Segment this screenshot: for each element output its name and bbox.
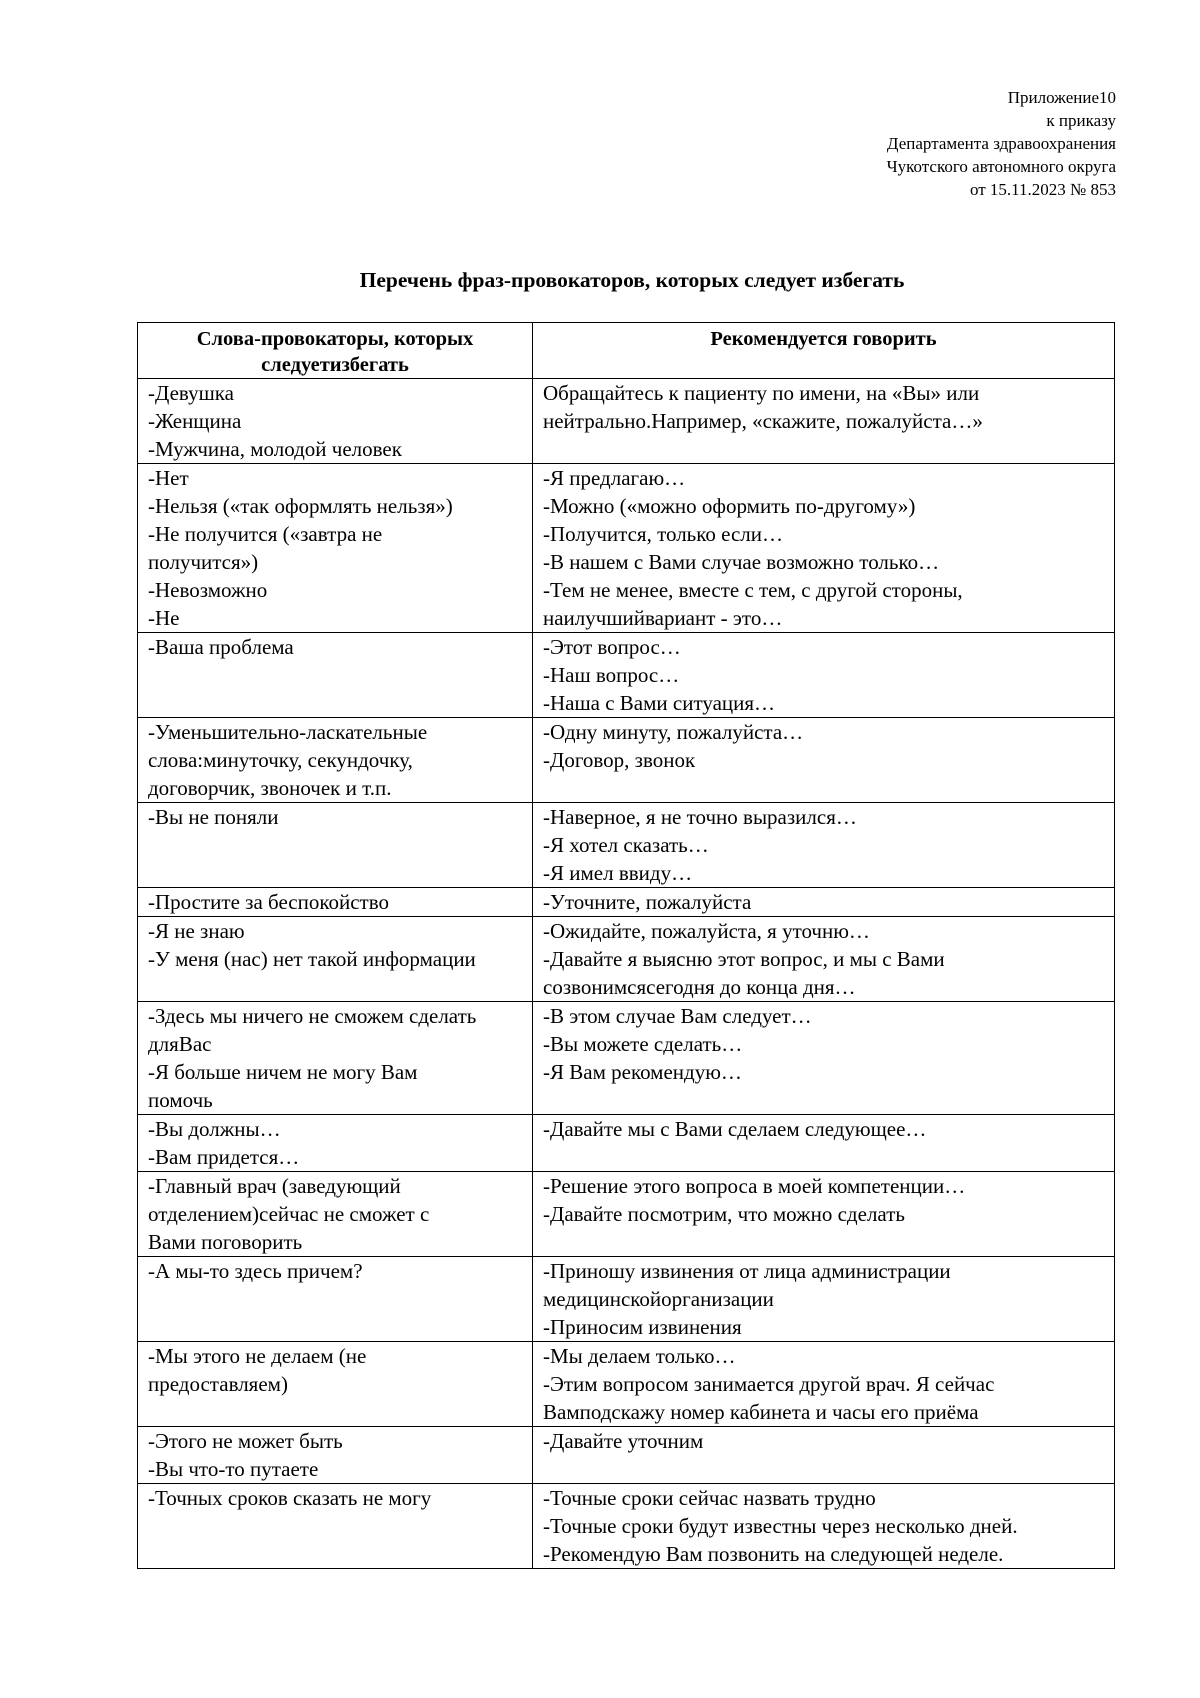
avoid-phrases-cell bbox=[138, 633, 533, 718]
recommended-phrase-line: -Договор, звонок bbox=[543, 748, 696, 772]
recommended-phrase-line: -Давайте посмотрим, что можно сделать bbox=[543, 1202, 905, 1226]
recommended-phrases-cell bbox=[533, 1257, 1115, 1342]
table-header-row bbox=[138, 323, 1115, 379]
table-row bbox=[138, 888, 1115, 917]
avoid-phrase-line: -Не получится («завтра не bbox=[148, 522, 383, 546]
recommended-phrase-line: -Этим вопросом занимается другой врач. Я сейчас bbox=[543, 1372, 995, 1396]
avoid-phrase-line: -Этого не может быть bbox=[148, 1429, 343, 1453]
recommended-phrase-line: -Ожидайте, пожалуйста, я уточню… bbox=[543, 919, 870, 943]
avoid-phrases-cell bbox=[138, 803, 533, 888]
recommended-phrases-cell bbox=[533, 888, 1115, 917]
recommended-phrase-line: нейтрально.Например, «скажите, пожалуйста…» bbox=[543, 409, 983, 433]
avoid-phrase-line: -Девушка bbox=[148, 381, 234, 405]
avoid-phrase-line: -Вы должны… bbox=[148, 1117, 281, 1141]
recommended-phrases-cell bbox=[533, 1172, 1115, 1257]
table-row bbox=[138, 633, 1115, 718]
avoid-phrase-line: -Я не знаю bbox=[148, 919, 245, 943]
table-row bbox=[138, 1484, 1115, 1569]
avoid-phrase-line: -Здесь мы ничего не сможем сделать bbox=[148, 1004, 477, 1028]
recommended-phrase-line: -В этом случае Вам следует… bbox=[543, 1004, 812, 1028]
recommended-phrase-line: -Я имел ввиду… bbox=[543, 861, 693, 885]
avoid-phrases-cell bbox=[138, 1115, 533, 1172]
avoid-phrase-line: -Простите за беспокойство bbox=[148, 890, 389, 914]
avoid-phrases-cell bbox=[138, 718, 533, 803]
recommended-phrase-line: -В нашем с Вами случае возможно только… bbox=[543, 550, 940, 574]
recommended-phrase-line: -Получится, только если… bbox=[543, 522, 784, 546]
table-body bbox=[138, 379, 1115, 1569]
recommended-phrases-cell bbox=[533, 1427, 1115, 1484]
recommended-phrase-line: -Наша с Вами ситуация… bbox=[543, 691, 776, 715]
avoid-phrases-cell bbox=[138, 1484, 533, 1569]
recommended-phrases-cell bbox=[533, 1342, 1115, 1427]
avoid-phrase-line: -Ваша проблема bbox=[148, 635, 294, 659]
recommended-phrase-line: Вамподскажу номер кабинета и часы его приёма bbox=[543, 1400, 979, 1424]
recommended-phrase-line: -Одну минуту, пожалуйста… bbox=[543, 720, 804, 744]
recommended-phrases-cell bbox=[533, 917, 1115, 1002]
avoid-phrase-line: -Мы этого не делаем (не bbox=[148, 1344, 367, 1368]
avoid-phrase-line: -А мы-то здесь причем? bbox=[148, 1259, 363, 1283]
appendix-line: Приложение10 bbox=[1007, 88, 1116, 107]
recommended-phrase-line: -Я Вам рекомендую… bbox=[543, 1060, 742, 1084]
recommended-phrase-line: -Давайте уточним bbox=[543, 1429, 704, 1453]
table-row bbox=[138, 718, 1115, 803]
recommended-phrases-cell bbox=[533, 379, 1115, 464]
avoid-phrase-line: отделением)сейчас не сможет с bbox=[148, 1202, 430, 1226]
table-row bbox=[138, 379, 1115, 464]
recommended-phrase-line: -Давайте я выясню этот вопрос, и мы с Вами bbox=[543, 947, 945, 971]
appendix-line: Чукотского автономного округа bbox=[886, 157, 1116, 176]
avoid-phrase-line: -Нет bbox=[148, 466, 189, 490]
avoid-phrase-line: -Вам придется… bbox=[148, 1145, 300, 1169]
document-title: Перечень фраз-провокаторов, которых следует избегать bbox=[359, 268, 905, 292]
table-row bbox=[138, 917, 1115, 1002]
avoid-phrases-cell bbox=[138, 464, 533, 633]
recommended-phrases-cell bbox=[533, 633, 1115, 718]
table-row bbox=[138, 1257, 1115, 1342]
table-row bbox=[138, 1115, 1115, 1172]
recommended-phrase-line: -Решение этого вопроса в моей компетенции… bbox=[543, 1174, 966, 1198]
table-row bbox=[138, 1342, 1115, 1427]
recommended-phrase-line: -Этот вопрос… bbox=[543, 635, 681, 659]
appendix-line: к приказу bbox=[1046, 111, 1116, 130]
avoid-phrase-line: помочь bbox=[148, 1088, 213, 1112]
recommended-phrases-cell bbox=[533, 718, 1115, 803]
table-row bbox=[138, 1002, 1115, 1115]
avoid-phrase-line: дляВас bbox=[148, 1032, 212, 1056]
recommended-phrases-cell bbox=[533, 803, 1115, 888]
avoid-phrase-line: -Точных сроков сказать не могу bbox=[148, 1486, 432, 1510]
appendix-line: Департамента здравоохранения bbox=[886, 134, 1116, 153]
recommended-phrase-line: -Тем не менее, вместе с тем, с другой стороны, bbox=[543, 578, 963, 602]
avoid-phrase-line: -Мужчина, молодой человек bbox=[148, 437, 402, 461]
appendix-line: от 15.11.2023 № 853 bbox=[969, 180, 1116, 199]
avoid-phrase-line: -У меня (нас) нет такой информации bbox=[148, 947, 476, 971]
avoid-phrase-line: -Нельзя («так оформлять нельзя») bbox=[148, 494, 453, 518]
recommended-phrase-line: -Можно («можно оформить по-другому») bbox=[543, 494, 916, 518]
avoid-phrases-cell bbox=[138, 1002, 533, 1115]
avoid-phrase-line: -Я больше ничем не могу Вам bbox=[148, 1060, 418, 1084]
recommended-phrase-line: -Точные сроки сейчас назвать трудно bbox=[543, 1486, 876, 1510]
avoid-phrase-line: -Вы не поняли bbox=[148, 805, 279, 829]
table-row bbox=[138, 803, 1115, 888]
recommended-phrase-line: -Я предлагаю… bbox=[543, 466, 686, 490]
recommended-phrases-cell bbox=[533, 1484, 1115, 1569]
table-row bbox=[138, 1172, 1115, 1257]
avoid-phrase-line: -Вы что-то путаете bbox=[148, 1457, 319, 1481]
avoid-phrases-cell bbox=[138, 1342, 533, 1427]
table-row bbox=[138, 1427, 1115, 1484]
recommended-phrases-cell bbox=[533, 464, 1115, 633]
avoid-phrases-cell bbox=[138, 379, 533, 464]
recommended-phrase-line: -Я хотел сказать… bbox=[543, 833, 709, 857]
avoid-phrase-line: -Невозможно bbox=[148, 578, 268, 602]
recommended-phrase-line: -Давайте мы с Вами сделаем следующее… bbox=[543, 1117, 927, 1141]
avoid-phrase-line: -Главный врач (заведующий bbox=[148, 1174, 401, 1198]
column-header-avoid: Слова-провокаторы, которых следуетизбегать bbox=[138, 323, 533, 379]
recommended-phrase-line: -Точные сроки будут известны через несколько дней. bbox=[543, 1514, 1018, 1538]
avoid-phrase-line: Вами поговорить bbox=[148, 1230, 303, 1254]
recommended-phrase-line: -Приносим извинения bbox=[543, 1315, 742, 1339]
recommended-phrase-line: -Мы делаем только… bbox=[543, 1344, 736, 1368]
phrases-table bbox=[137, 322, 1115, 1569]
recommended-phrase-line: -Наш вопрос… bbox=[543, 663, 680, 687]
recommended-phrase-line: -Вы можете сделать… bbox=[543, 1032, 743, 1056]
recommended-phrase-line: созвонимсясегодня до конца дня… bbox=[543, 975, 856, 999]
recommended-phrase-line: -Уточните, пожалуйста bbox=[543, 890, 752, 914]
avoid-phrase-line: слова:минуточку, секундочку, bbox=[148, 748, 413, 772]
table-row bbox=[138, 464, 1115, 633]
appendix-header bbox=[887, 86, 1116, 201]
column-header-recommended: Рекомендуется говорить bbox=[533, 323, 1115, 379]
avoid-phrases-cell bbox=[138, 1427, 533, 1484]
recommended-phrase-line: наилучшийвариант - это… bbox=[543, 606, 783, 630]
recommended-phrase-line: Обращайтесь к пациенту по имени, на «Вы» или bbox=[543, 381, 980, 405]
avoid-phrase-line: -Не bbox=[148, 606, 180, 630]
avoid-phrase-line: -Уменьшительно-ласкательные bbox=[148, 720, 428, 744]
avoid-phrases-cell bbox=[138, 888, 533, 917]
avoid-phrase-line: договорчик, звоночек и т.п. bbox=[148, 776, 392, 800]
avoid-phrases-cell bbox=[138, 1172, 533, 1257]
recommended-phrases-cell bbox=[533, 1115, 1115, 1172]
recommended-phrase-line: -Приношу извинения от лица администрации bbox=[543, 1259, 951, 1283]
recommended-phrase-line: -Рекомендую Вам позвонить на следующей неделе. bbox=[543, 1542, 1004, 1566]
avoid-phrases-cell bbox=[138, 1257, 533, 1342]
avoid-phrases-cell bbox=[138, 917, 533, 1002]
avoid-phrase-line: получится») bbox=[148, 550, 259, 574]
recommended-phrase-line: -Наверное, я не точно выразился… bbox=[543, 805, 857, 829]
avoid-phrase-line: предоставляем) bbox=[148, 1372, 288, 1396]
recommended-phrase-line: медицинскойорганизации bbox=[543, 1287, 774, 1311]
recommended-phrases-cell bbox=[533, 1002, 1115, 1115]
avoid-phrase-line: -Женщина bbox=[148, 409, 242, 433]
